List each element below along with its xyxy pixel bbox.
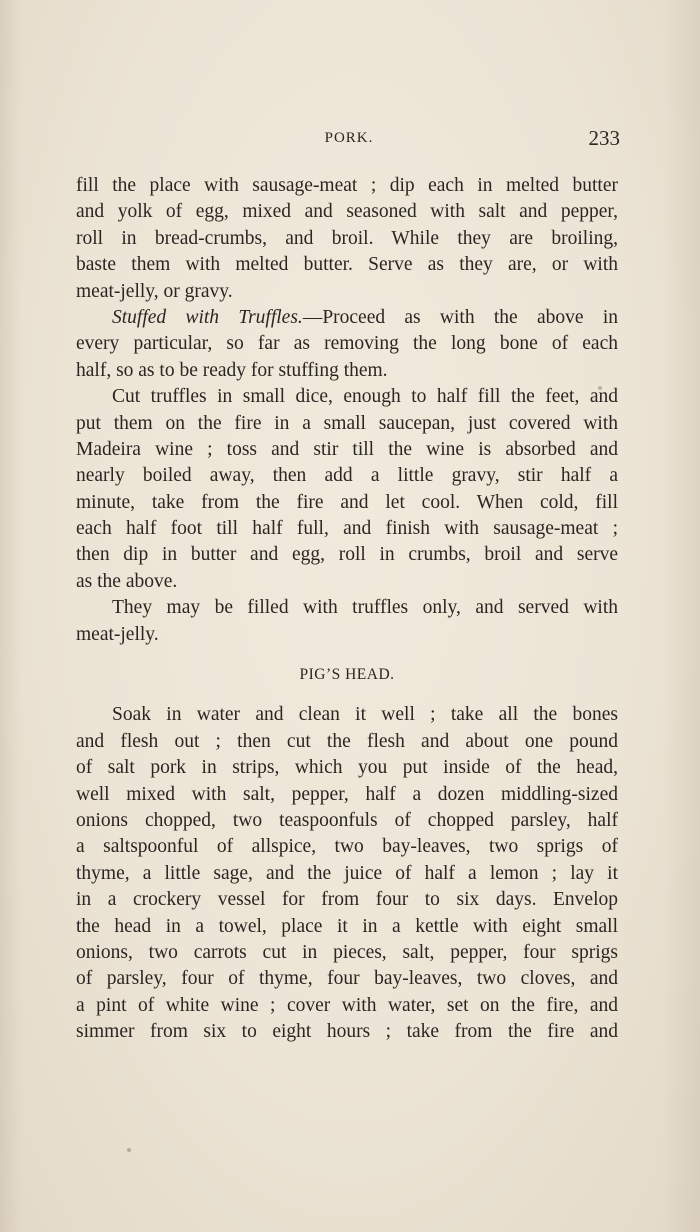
text-line (76, 305, 618, 331)
page-gutter-shadow (0, 0, 22, 1232)
text-line: a pint of white wine ; cover with water, set on the fire, and (76, 994, 618, 1016)
paper-speck (598, 386, 602, 390)
text-line: onions, two carrots cut in pieces, salt, pepper, four sprigs (76, 941, 618, 963)
text-line: and flesh out ; then cut the flesh and about one pound (76, 730, 618, 752)
text-line: Cut truffles in small dice, enough to half fill the feet, and (112, 386, 618, 408)
text-line: simmer from six to eight hours ; take from the fire and (76, 1021, 618, 1043)
text-line: and yolk of egg, mixed and seasoned with salt and pepper, (76, 201, 618, 223)
text-line: meat-jelly. (76, 623, 159, 645)
body-text (76, 173, 618, 1046)
recipe-subtitle: Stuffed with Truffles. (112, 306, 303, 328)
text-line: a saltspoonful of allspice, two bay-leaves, two sprigs of (76, 836, 618, 858)
text-line: each half foot till half full, and finish with sausage-meat ; (76, 518, 618, 540)
text-line: as the above. (76, 570, 178, 592)
text-line: thyme, a little sage, and the juice of half a lemon ; lay it (76, 862, 618, 884)
text-line: half, so as to be ready for stuffing them. (76, 359, 388, 381)
text-line: meat-jelly, or gravy. (76, 280, 233, 302)
text-line: the head in a towel, place it in a kettle with eight small (76, 915, 618, 937)
running-head (76, 126, 622, 156)
text-line: every particular, so far as removing the long bone of each (76, 333, 618, 355)
text-line: then dip in butter and egg, roll in crumbs, broil and serve (76, 544, 618, 566)
text-line: baste them with melted butter. Serve as they are, or with (76, 254, 618, 276)
text-line: onions chopped, two teaspoonfuls of chopped parsley, half (76, 809, 618, 831)
text-line: in a crockery vessel for from four to six days. Envelop (76, 889, 618, 911)
text-fragment: —Proceed as with the above in (302, 306, 619, 328)
text-line: minute, take from the fire and let cool. When cold, fill (76, 491, 618, 513)
paper-speck (127, 1148, 131, 1152)
text-line: of parsley, four of thyme, four bay-leaves, two cloves, and (76, 968, 618, 990)
text-line: roll in bread-crumbs, and broil. While they are broiling, (76, 227, 618, 249)
text-line: fill the place with sausage-meat ; dip each in melted butter (76, 175, 618, 196)
section-heading: PIG’S HEAD. (299, 666, 395, 684)
text-line: They may be filled with truffles only, and served with (112, 597, 618, 619)
text-line: of salt pork in strips, which you put inside of the head, (76, 757, 618, 779)
text-line: well mixed with salt, pepper, half a dozen middling-sized (76, 783, 618, 805)
text-line: nearly boiled away, then add a little gravy, stir half a (76, 465, 618, 487)
text-line: Soak in water and clean it well ; take all the bones (112, 704, 618, 726)
page-edge-shadow (662, 0, 700, 1232)
text-line: put them on the fire in a small saucepan, just covered with (76, 412, 618, 434)
page-number: 233 (588, 126, 620, 150)
running-title: PORK. (324, 130, 374, 146)
text-line: Madeira wine ; toss and stir till the wine is absorbed and (76, 438, 618, 460)
